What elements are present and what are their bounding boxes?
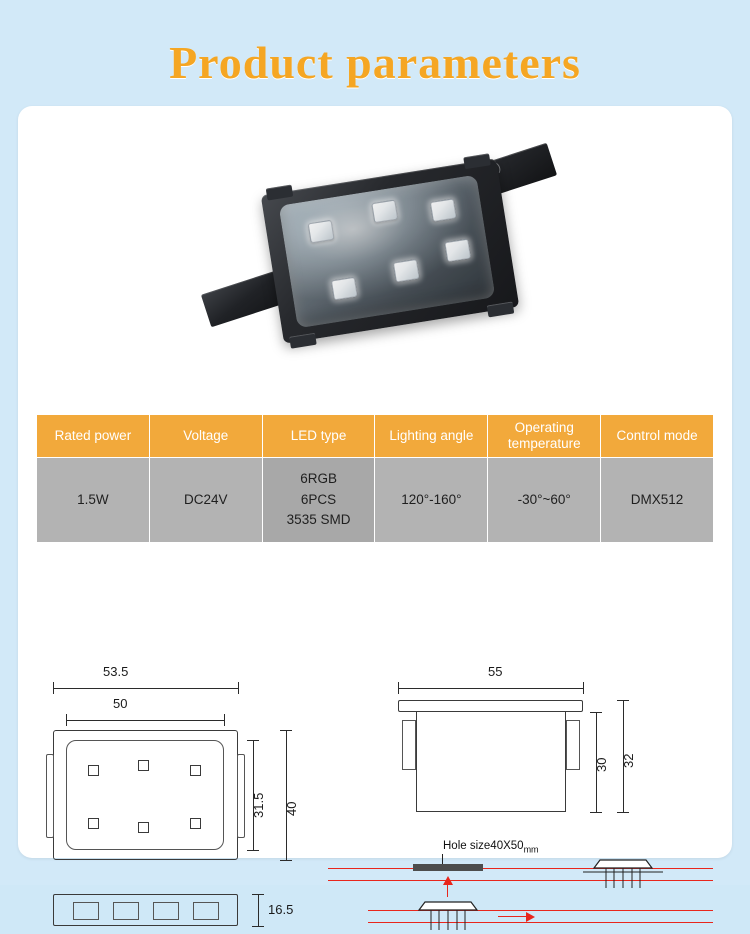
- top-view-led-pad: [88, 765, 99, 776]
- dim-tick: [398, 682, 399, 694]
- dim-label-width-outer: 53.5: [103, 664, 129, 679]
- dim-label-section-width: 55: [488, 664, 503, 679]
- dim-tick: [617, 812, 629, 813]
- side-view-rib: [113, 902, 139, 920]
- arrow-up-icon: [443, 876, 453, 885]
- led-chip: [371, 200, 398, 224]
- dim-tick: [280, 730, 292, 731]
- side-view-rib: [73, 902, 99, 920]
- led-chip: [331, 277, 358, 301]
- dim-label-height-inner: 31.5: [251, 792, 266, 818]
- page-title: Product parameters: [169, 37, 581, 88]
- arrow-right-stem: [498, 916, 526, 917]
- housing-clip-bottom-right: [487, 301, 515, 317]
- dim-tick: [53, 682, 54, 694]
- column-header-led-type: LED type: [262, 415, 375, 458]
- dim-tick: [617, 700, 629, 701]
- top-view-led-pad: [190, 818, 201, 829]
- hole-size-note-unit: mm: [523, 844, 539, 855]
- side-view-rib: [193, 902, 219, 920]
- dim-tick: [247, 850, 259, 851]
- cell-operating-temperature: -30°~60°: [488, 458, 601, 543]
- technical-drawings: [18, 550, 732, 917]
- column-header-lighting-angle: Lighting angle: [375, 415, 488, 458]
- dim-tick: [66, 714, 67, 726]
- dim-tick: [252, 894, 264, 895]
- led-type-line-2: 6PCS: [300, 491, 337, 507]
- hole-size-note: [443, 840, 539, 854]
- cell-rated-power: 1.5W: [37, 458, 150, 543]
- dim-line-width-inner: [66, 720, 224, 721]
- dim-line-width-outer: [53, 688, 238, 689]
- housing-clip-top-left: [266, 185, 294, 201]
- cell-led-type: [262, 458, 375, 543]
- column-header-operating-temperature: Operating temperature: [488, 415, 601, 458]
- section-clip-right: [566, 720, 580, 770]
- dim-label-height-outer: 40: [284, 801, 299, 816]
- housing-clip-bottom-left: [289, 333, 317, 349]
- dim-label-width-inner: 50: [113, 696, 128, 711]
- install-module-fitted-icon: [578, 850, 668, 892]
- dim-tick: [280, 860, 292, 861]
- lens-cover: [279, 175, 496, 329]
- dim-tick: [238, 682, 239, 694]
- cell-voltage: DC24V: [149, 458, 262, 543]
- led-chip: [393, 259, 420, 283]
- dim-line-section-width: [398, 688, 583, 689]
- section-clip-left: [402, 720, 416, 770]
- top-view-led-pad: [138, 760, 149, 771]
- column-header-rated-power: Rated power: [37, 415, 150, 458]
- arrow-up-stem: [447, 885, 448, 897]
- install-module-plate: [413, 864, 483, 871]
- column-header-voltage: Voltage: [149, 415, 262, 458]
- led-type-line-1: 6RGB: [300, 470, 337, 486]
- led-chip: [308, 220, 335, 244]
- product-image-wrap: [193, 124, 583, 374]
- dim-label-side-height: 16.5: [268, 902, 294, 917]
- dim-tick: [590, 712, 602, 713]
- top-view-lens-outline: [66, 740, 224, 850]
- led-type-line-3: 3535 SMD: [286, 512, 351, 528]
- dim-tick: [583, 682, 584, 694]
- led-chip: [430, 198, 457, 222]
- housing-clip-top-right: [463, 153, 491, 169]
- install-module-inserting-icon: [403, 892, 493, 934]
- dim-tick: [590, 812, 602, 813]
- top-view-led-pad: [88, 818, 99, 829]
- hole-size-note-text: Hole size40X50: [443, 840, 524, 852]
- dim-label-section-inner-height: 30: [594, 757, 609, 772]
- led-chip: [444, 239, 471, 263]
- top-view-clip-right: [237, 754, 245, 838]
- dim-tick: [247, 740, 259, 741]
- top-view-led-pad: [190, 765, 201, 776]
- section-body-walls: [416, 712, 566, 812]
- dim-label-section-outer-height: 32: [621, 753, 636, 768]
- cell-lighting-angle: 120°-160°: [375, 458, 488, 543]
- cell-control-mode: DMX512: [601, 458, 714, 543]
- specification-table: [36, 414, 714, 543]
- top-view-clip-left: [46, 754, 54, 838]
- table-header-row: [37, 415, 714, 458]
- section-top-flange: [398, 700, 583, 712]
- table-row: [37, 458, 714, 543]
- dim-line-height-outer: [286, 730, 287, 860]
- dim-line-side-height: [258, 894, 259, 926]
- module-housing: [261, 158, 520, 343]
- dim-tick: [224, 714, 225, 726]
- content-card: [18, 106, 732, 917]
- top-view-led-pad: [138, 822, 149, 833]
- side-view-rib: [153, 902, 179, 920]
- column-header-control-mode: Control mode: [601, 415, 714, 458]
- dim-tick: [252, 926, 264, 927]
- arrow-right-icon: [526, 912, 535, 922]
- product-photo: [18, 106, 732, 396]
